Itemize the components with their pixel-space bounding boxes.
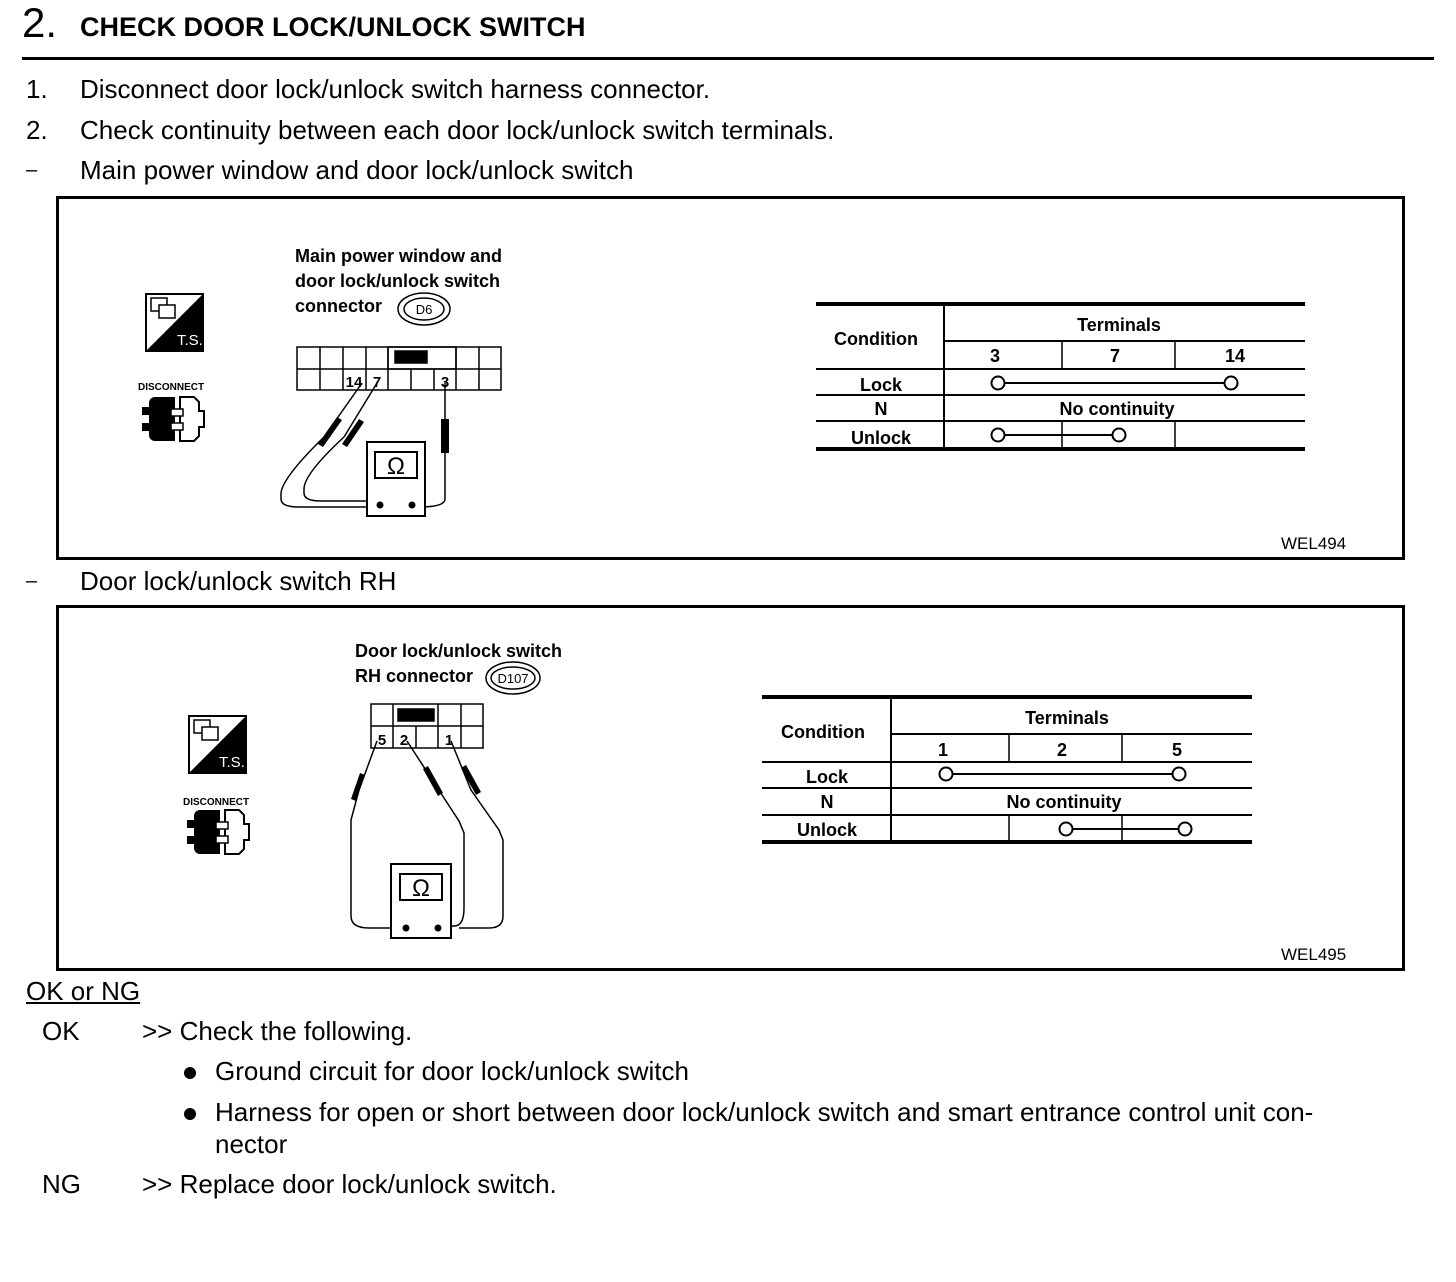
ts-icon <box>146 294 203 351</box>
figure-rh-switch <box>56 605 1405 971</box>
figure-1-caption: Main power window and door lock/unlock switch <box>80 155 634 185</box>
connector-title-line-1: Door lock/unlock switch <box>355 641 563 661</box>
header-condition: Condition <box>781 722 865 742</box>
ohm-symbol: Ω <box>412 875 430 902</box>
pin-label: 2 <box>399 732 409 749</box>
figure-code: WEL495 <box>1281 945 1347 964</box>
connector-id: D6 <box>415 302 433 317</box>
header-terminals: Terminals <box>1077 315 1161 335</box>
row-label: Unlock <box>850 428 912 448</box>
pin-label: 1 <box>444 732 454 749</box>
figure-1-bullet: – <box>26 159 38 181</box>
connector-title-line-3: connector <box>295 296 383 316</box>
ng-action: >> Replace door lock/unlock switch. <box>142 1169 557 1199</box>
pin-label: 7 <box>372 374 382 391</box>
row-label: Lock <box>859 375 903 395</box>
result-heading: OK or NG <box>26 976 141 1006</box>
ok-action: >> Check the following. <box>142 1016 413 1046</box>
row-label: Unlock <box>796 820 858 840</box>
connector-title-line-2: RH connector <box>355 666 474 686</box>
figure-code: WEL494 <box>1281 534 1347 553</box>
bullet-dot <box>184 1067 196 1079</box>
figure-2-caption: Door lock/unlock switch RH <box>80 566 397 596</box>
figure-main-switch <box>56 196 1405 560</box>
terminal-label: 5 <box>1171 740 1183 760</box>
instruction-1-text: Disconnect door lock/unlock switch harness connector. <box>80 74 711 104</box>
figure-2-diagram <box>59 608 1402 968</box>
no-continuity-label: No continuity <box>1059 399 1175 419</box>
ok-item-1: Ground circuit for door lock/unlock switch <box>215 1056 689 1086</box>
pin-label: 14 <box>345 374 363 391</box>
row-label: N <box>820 792 834 812</box>
pin-label: 3 <box>440 374 450 391</box>
figure-2-bullet: – <box>26 570 38 592</box>
instruction-2-text: Check continuity between each door lock/unlock switch terminals. <box>80 115 835 145</box>
ts-label: T.S. <box>219 754 245 771</box>
no-continuity-label: No continuity <box>1006 792 1122 812</box>
connector-id: D107 <box>497 671 529 686</box>
header-terminals: Terminals <box>1025 708 1109 728</box>
connector-face <box>297 347 501 390</box>
ts-icon <box>189 716 246 773</box>
bullet-dot <box>184 1108 196 1120</box>
row-label: Lock <box>805 767 849 787</box>
probe-tips <box>351 765 481 801</box>
instruction-2-marker: 2. <box>26 115 48 145</box>
continuity-table <box>762 697 1252 842</box>
ok-item-2: Harness for open or short between door lock/unlock switch and smart entrance control unit con- <box>215 1097 1314 1127</box>
pin-label: 5 <box>377 732 387 749</box>
ohmmeter <box>391 864 451 938</box>
row-label: N <box>874 399 888 419</box>
terminal-label: 7 <box>1109 346 1121 366</box>
ng-label: NG <box>42 1169 81 1199</box>
disconnect-label: DISCONNECT <box>183 797 250 808</box>
disconnect-label: DISCONNECT <box>138 382 205 393</box>
ts-label: T.S. <box>177 332 203 349</box>
connector-id-badge <box>398 293 450 325</box>
continuity-table <box>816 304 1305 449</box>
header-condition: Condition <box>834 329 918 349</box>
terminal-label: 2 <box>1056 740 1068 760</box>
disconnect-icon <box>138 382 204 441</box>
figure-1-diagram <box>59 199 1402 557</box>
terminal-label: 1 <box>937 740 949 760</box>
heading-rule <box>22 57 1434 60</box>
connector-title-line-1: Main power window and <box>295 246 502 266</box>
terminal-label: 14 <box>1224 346 1246 366</box>
ohm-symbol: Ω <box>387 453 405 480</box>
step-title: CHECK DOOR LOCK/UNLOCK SWITCH <box>80 12 586 42</box>
connector-face <box>371 704 483 748</box>
ok-item-2-continuation: nector <box>215 1129 288 1159</box>
instruction-1-marker: 1. <box>26 74 48 104</box>
connector-title-line-2: door lock/unlock switch <box>295 271 501 291</box>
disconnect-icon <box>183 797 249 854</box>
ohmmeter <box>367 442 425 516</box>
terminal-label: 3 <box>989 346 1001 366</box>
ok-label: OK <box>42 1016 80 1046</box>
step-number: 2. <box>22 0 58 46</box>
connector-id-badge <box>486 662 540 694</box>
